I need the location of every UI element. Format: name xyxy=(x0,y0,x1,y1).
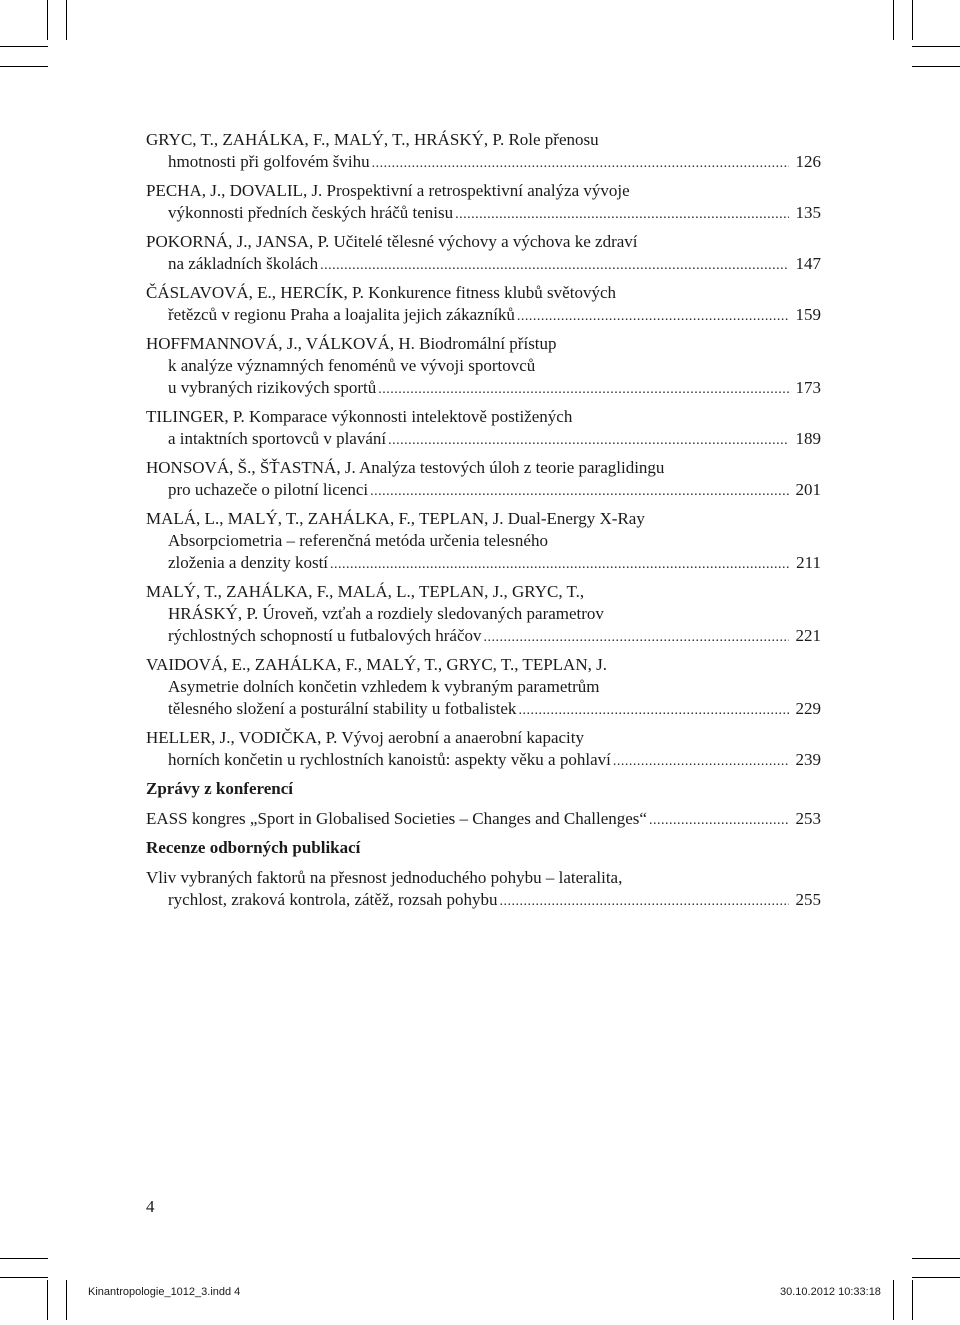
dot-leader xyxy=(518,700,789,722)
toc-entry xyxy=(146,727,821,771)
dot-leader xyxy=(378,379,789,401)
toc-entry-line xyxy=(146,727,821,749)
toc-entry xyxy=(146,129,821,173)
toc-entry-line xyxy=(146,625,821,647)
toc-page-number: 229 xyxy=(795,699,821,718)
toc-entry-line xyxy=(146,457,821,479)
section-heading: Zprávy z konferencí xyxy=(146,779,294,798)
dot-leader xyxy=(388,430,789,452)
toc-entry-text: TILINGER, P. Komparace výkonnosti intelektově postižených xyxy=(146,407,573,426)
toc-entry-text: výkonnosti předních českých hráčů tenisu xyxy=(168,203,454,222)
toc-entry-text: Absorpciometria – referenčná metóda určenia telesného xyxy=(168,531,548,550)
toc-entry-line xyxy=(146,129,821,151)
toc-entry-text: horních končetin u rychlostních kanoistů: aspekty věku a pohlaví xyxy=(168,750,611,769)
toc-entry-line xyxy=(146,698,821,720)
toc-page-number: 255 xyxy=(795,890,821,909)
toc-entry-line xyxy=(146,508,821,530)
toc-entry-text: rýchlostných schopností u futbalových hráčov xyxy=(168,626,482,645)
dot-leader xyxy=(372,153,789,175)
toc-entry xyxy=(146,282,821,326)
toc-entry-line xyxy=(146,479,821,501)
dot-leader xyxy=(455,204,789,226)
toc-entry-text: VAIDOVÁ, E., ZAHÁLKA, F., MALÝ, T., GRYC, T., TEPLAN, J. xyxy=(146,655,607,674)
toc-entry-line xyxy=(146,151,821,173)
toc-entry-text: pro uchazeče o pilotní licenci xyxy=(168,480,369,499)
toc-entry-line xyxy=(146,355,821,377)
toc-entry-text: Asymetrie dolních končetin vzhledem k vybraným parametrům xyxy=(168,677,600,696)
toc-entry xyxy=(146,808,821,830)
toc-entry-text: a intaktních sportovců v plavání xyxy=(168,429,387,448)
toc-entry-text: PECHA, J., DOVALIL, J. Prospektivní a retrospektivní analýza vývoje xyxy=(146,181,630,200)
toc-entry xyxy=(146,581,821,647)
toc-page-number: 239 xyxy=(795,750,821,769)
crop-mark xyxy=(893,1280,894,1320)
toc-entry-line xyxy=(146,676,821,698)
toc-entry-text: k analýze významných fenoménů ve vývoji sportovců xyxy=(168,356,536,375)
crop-mark xyxy=(912,1280,913,1320)
toc-entry-line xyxy=(146,253,821,275)
toc-entry-text: řetězců v regionu Praha a loajalita jejich zákazníků xyxy=(168,305,515,324)
toc-page-number: 126 xyxy=(795,152,821,171)
toc-entry xyxy=(146,180,821,224)
toc-entry-line xyxy=(146,530,821,552)
toc-entry-line xyxy=(146,406,821,428)
toc-page-number: 221 xyxy=(795,626,821,645)
toc-entry xyxy=(146,406,821,450)
dot-leader xyxy=(484,627,790,649)
toc-entry-line xyxy=(146,304,821,326)
toc-entry-line xyxy=(146,202,821,224)
crop-mark xyxy=(912,46,960,47)
toc-entry xyxy=(146,867,821,911)
toc-page-number: 201 xyxy=(795,480,821,499)
toc-page-number: 189 xyxy=(795,429,821,448)
toc-entry-line xyxy=(146,889,821,911)
toc-entry-line xyxy=(146,867,821,889)
toc-entry-text: HOFFMANNOVÁ, J., VÁLKOVÁ, H. Biodromální přístup xyxy=(146,334,557,353)
toc-entry-line xyxy=(146,654,821,676)
crop-mark xyxy=(0,46,48,47)
page-number: 4 xyxy=(146,1197,155,1216)
toc-entry-text: na základních školách xyxy=(168,254,319,273)
crop-mark xyxy=(66,0,67,40)
toc-entry-line xyxy=(146,581,821,603)
toc-page-number: 135 xyxy=(795,203,821,222)
toc-entry xyxy=(146,457,821,501)
section-heading: Recenze odborných publikací xyxy=(146,838,361,857)
toc-entry-line xyxy=(146,808,821,830)
toc-entry-text: Vliv vybraných faktorů na přesnost jednoduchého pohybu – lateralita, xyxy=(146,868,623,887)
toc-entry-text: EASS kongres „Sport in Globalised Societies – Changes and Challenges“ xyxy=(146,809,647,828)
crop-mark xyxy=(912,0,913,40)
toc-entry-text: HELLER, J., VODIČKA, P. Vývoj aerobní a anaerobní kapacity xyxy=(146,728,584,747)
toc-entry-line xyxy=(146,231,821,253)
toc-entry xyxy=(146,654,821,720)
toc-entry-text: u vybraných rizikových sportů xyxy=(168,378,377,397)
dot-leader xyxy=(649,810,789,832)
crop-mark xyxy=(47,1280,48,1320)
slug-filename: Kinantropologie_1012_3.indd 4 xyxy=(88,1286,241,1298)
toc-entry-text: POKORNÁ, J., JANSA, P. Učitelé tělesné výchovy a výchova ke zdraví xyxy=(146,232,638,251)
crop-mark xyxy=(0,1277,48,1278)
toc-entry-text: rychlost, zraková kontrola, zátěž, rozsah pohybu xyxy=(168,890,498,909)
dot-leader xyxy=(370,481,789,503)
toc-entry-line xyxy=(146,552,821,574)
toc-entry-text: GRYC, T., ZAHÁLKA, F., MALÝ, T., HRÁSKÝ, P. Role přenosu xyxy=(146,130,599,149)
crop-mark xyxy=(0,1258,48,1259)
toc-entry-text: MALÁ, L., MALÝ, T., ZAHÁLKA, F., TEPLAN, J. Dual-Energy X-Ray xyxy=(146,509,645,528)
toc-entry-line xyxy=(146,749,821,771)
crop-mark xyxy=(912,1258,960,1259)
table-of-contents xyxy=(146,129,821,918)
toc-entry-text: HRÁSKÝ, P. Úroveň, vzťah a rozdiely sledovaných parametrov xyxy=(168,604,604,623)
toc-entry-text: tělesného složení a posturální stability u fotbalistek xyxy=(168,699,517,718)
dot-leader xyxy=(517,306,789,328)
toc-entry-text: hmotnosti při golfovém švihu xyxy=(168,152,370,171)
slug-datetime: 30.10.2012 10:33:18 xyxy=(780,1286,881,1298)
crop-mark xyxy=(66,1280,67,1320)
toc-entry-line xyxy=(146,377,821,399)
crop-mark xyxy=(0,66,48,67)
toc-entry xyxy=(146,508,821,574)
crop-mark xyxy=(893,0,894,40)
dot-leader xyxy=(320,255,789,277)
toc-entry xyxy=(146,333,821,399)
dot-leader xyxy=(613,751,789,773)
crop-mark xyxy=(912,66,960,67)
crop-mark xyxy=(47,0,48,40)
toc-entry xyxy=(146,231,821,275)
toc-entry-text: zloženia a denzity kostí xyxy=(168,553,329,572)
crop-mark xyxy=(912,1277,960,1278)
toc-page-number: 253 xyxy=(795,809,821,828)
toc-page-number: 159 xyxy=(795,305,821,324)
dot-leader xyxy=(500,891,790,913)
toc-page-number: 211 xyxy=(796,553,821,572)
toc-page-number: 173 xyxy=(795,378,821,397)
toc-entry-line xyxy=(146,282,821,304)
toc-entry-line xyxy=(146,603,821,625)
toc-entry-line xyxy=(146,428,821,450)
toc-entry-line xyxy=(146,180,821,202)
toc-entry-line xyxy=(146,333,821,355)
dot-leader xyxy=(330,554,789,576)
toc-page-number: 147 xyxy=(795,254,821,273)
toc-entry-text: ČÁSLAVOVÁ, E., HERCÍK, P. Konkurence fitness klubů světových xyxy=(146,283,616,302)
toc-entry-text: HONSOVÁ, Š., ŠŤASTNÁ, J. Analýza testových úloh z teorie paraglidingu xyxy=(146,458,665,477)
toc-entry-text: MALÝ, T., ZAHÁLKA, F., MALÁ, L., TEPLAN, J., GRYC, T., xyxy=(146,582,585,601)
